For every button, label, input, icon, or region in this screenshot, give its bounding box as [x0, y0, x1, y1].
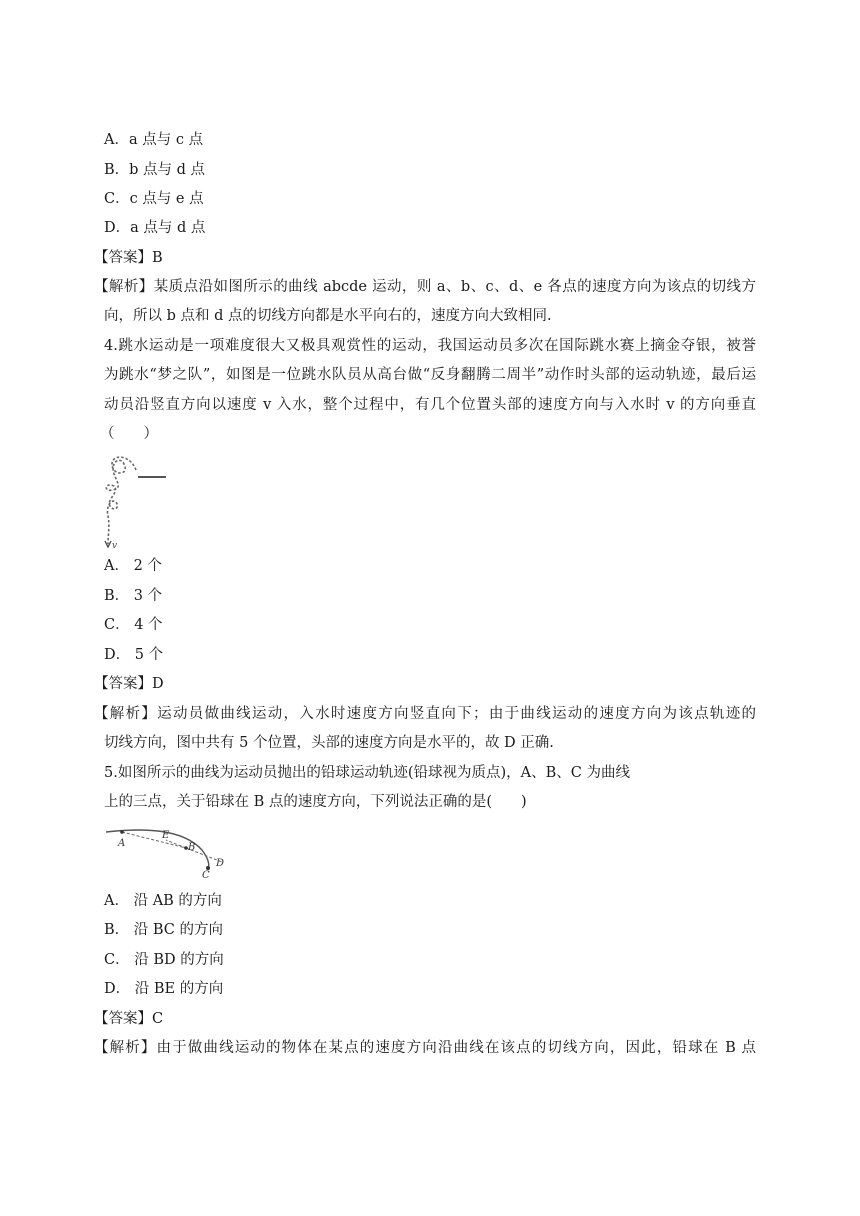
label-b: B	[188, 842, 196, 853]
point-a	[120, 830, 124, 834]
q4-option-b: B． 3 个	[104, 588, 163, 604]
label-e: E	[162, 830, 170, 841]
q4-option-d: D． 5 个	[104, 647, 164, 663]
q4-answer: 【答案】D	[94, 676, 164, 692]
velocity-arrow-icon	[105, 541, 111, 547]
q5-stem-line-1: 5.如图所示的曲线为运动员抛出的铅球运动轨迹(铅球视为质点)，A、B、C 为曲线	[104, 765, 630, 781]
q5-answer: 【答案】C	[94, 1011, 164, 1027]
velocity-label: v	[112, 541, 118, 551]
q5-option-c: C． 沿 BD 的方向	[104, 952, 224, 968]
label-c: C	[202, 870, 210, 880]
q4-stem-line-3: 动员沿竖直方向以速度 v 入水，整个过程中，有几个位置头部的速度方向与入水时 v 的方向垂直	[104, 397, 756, 413]
q4-option-c: C． 4 个	[104, 617, 163, 633]
q4-option-a: A． 2 个	[104, 558, 162, 574]
q4-analysis-line-1: 【解析】运动员做曲线运动，入水时速度方向竖直向下；由于曲线运动的速度方向为该点轨迹的	[94, 706, 756, 722]
label-a: A	[118, 838, 126, 849]
q5-option-a: A． 沿 AB 的方向	[104, 893, 222, 909]
q3-option-b: B．b 点与 d 点	[104, 162, 206, 178]
q3-option-a: A．a 点与 c 点	[104, 132, 204, 148]
q3-answer: 【答案】B	[94, 250, 163, 266]
trajectory-curve	[106, 457, 136, 544]
q3-option-c: C．c 点与 e 点	[104, 191, 204, 207]
q3-analysis-line-1: 【解析】某质点沿如图所示的曲线 abcde 运动，则 a、b、c、d、e 各点的速度方向为该点的切线方	[94, 279, 756, 295]
q5-stem-line-2: 上的三点，关于铅球在 B 点的速度方向，下列说法正确的是( )	[104, 794, 527, 810]
shotput-trajectory-figure	[102, 820, 232, 880]
q5-analysis-line-1: 【解析】由于做曲线运动的物体在某点的速度方向沿曲线在该点的切线方向，因此，铅球在 B 点	[94, 1040, 756, 1056]
q5-option-b: B． 沿 BC 的方向	[104, 922, 224, 938]
q4-analysis-line-2: 切线方向，图中共有 5 个位置，头部的速度方向是水平的，故 D 正确.	[104, 735, 554, 751]
q4-stem-line-1: 4.跳水运动是一项难度很大又极具观赏性的运动，我国运动员多次在国际跳水赛上摘金夺银，被誉	[104, 338, 756, 354]
q3-option-d: D．a 点与 d 点	[104, 220, 206, 236]
q4-stem-bracket: （ ）	[100, 426, 158, 442]
q5-option-d: D． 沿 BE 的方向	[104, 981, 224, 997]
q4-stem-line-2: 为跳水“梦之队”，如图是一位跳水队员从高台做“反身翻腾二周半”动作时头部的运动轨迹，最后运	[104, 367, 756, 383]
label-d: D	[216, 858, 225, 869]
q3-analysis-line-2: 向，所以 b 点和 d 点的切线方向都是水平向右的，速度方向大致相同.	[104, 308, 552, 324]
diver-trajectory-figure	[100, 452, 170, 552]
